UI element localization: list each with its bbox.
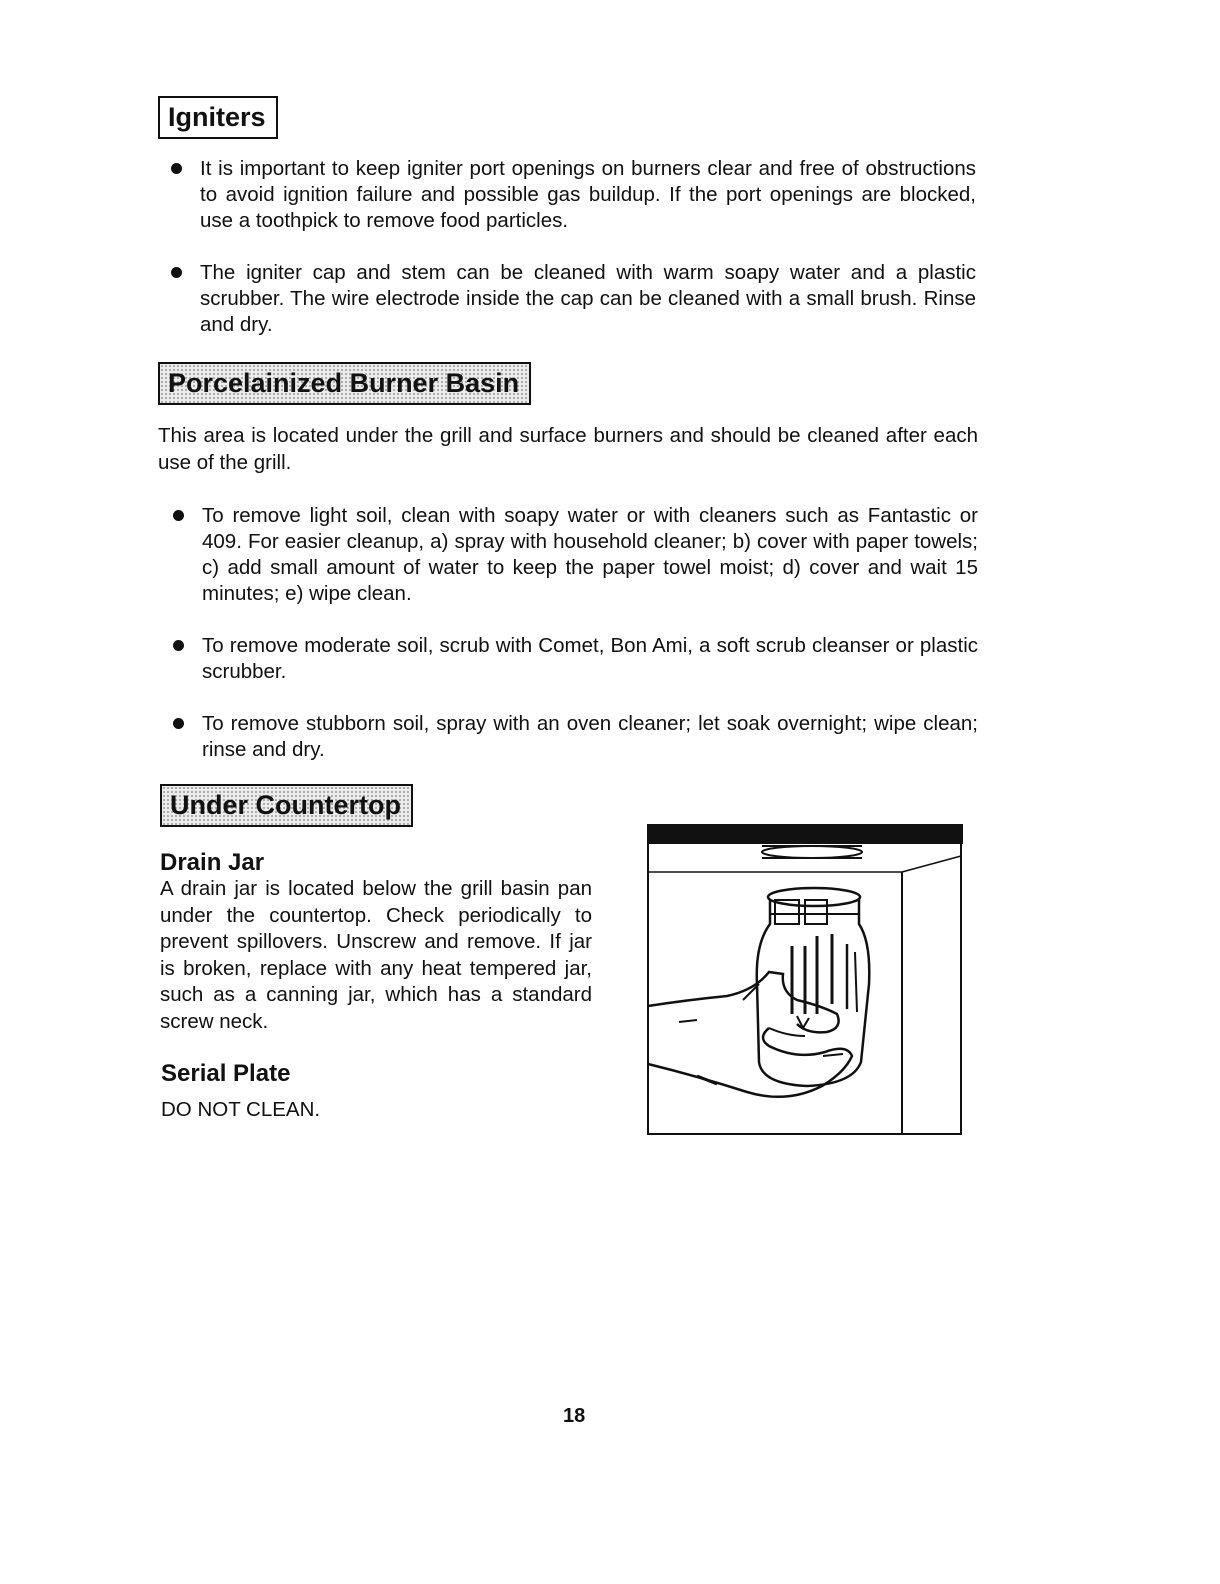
burner-basin-intro: This area is located under the grill and surface burners and should be cleaned after each use of the grill. xyxy=(158,424,978,474)
serial-plate-text: DO NOT CLEAN. xyxy=(161,1098,321,1121)
bullet-icon xyxy=(173,718,184,729)
igniters-heading: Igniters xyxy=(158,96,278,139)
bullet-icon xyxy=(171,163,182,174)
list-item xyxy=(160,711,978,763)
bullet-text: To remove moderate soil, scrub with Comet, Bon Ami, a soft scrub cleanser or plastic scrubber. xyxy=(202,634,978,683)
list-item xyxy=(158,156,976,234)
list-item xyxy=(160,503,978,607)
bullet-text: To remove light soil, clean with soapy water or with cleaners such as Fantastic or 409. For easier cleanup, a) spray with household cleaner; b) cover with paper towels; c) add small amount of water to keep the paper towel moist; d) cover and wait 15 minutes; e) wipe clean. xyxy=(202,504,978,605)
list-item xyxy=(160,633,978,685)
drain-jar-text: A drain jar is located below the grill basin pan under the countertop. Check periodically to prevent spillovers. Unscrew and remove. If jar is broken, replace with any heat tempered jar, such as a canning jar, which has a standard screw neck. xyxy=(160,877,592,1033)
bullet-text: To remove stubborn soil, spray with an oven cleaner; let soak overnight; wipe clean; rinse and dry. xyxy=(202,712,978,761)
bullet-icon xyxy=(173,510,184,521)
bullet-text: The igniter cap and stem can be cleaned with warm soapy water and a plastic scrubber. The wire electrode inside the cap can be cleaned with a small brush. Rinse and dry. xyxy=(200,261,976,336)
drain-jar-heading: Drain Jar xyxy=(160,849,265,876)
bullet-text: It is important to keep igniter port openings on burners clear and free of obstructions to avoid ignition failure and possible gas buildup. If the port openings are blocked, use a toothpick to remove food particles. xyxy=(200,157,976,232)
list-item xyxy=(158,260,976,338)
under-countertop-heading: Under Countertop xyxy=(160,784,413,827)
bullet-icon xyxy=(173,640,184,651)
burner-basin-heading: Porcelainized Burner Basin xyxy=(158,362,531,405)
drain-jar-illustration xyxy=(647,824,963,1136)
bullet-icon xyxy=(171,267,182,278)
serial-plate-heading: Serial Plate xyxy=(161,1060,291,1087)
igniters-bullet-list xyxy=(158,156,976,338)
page-number: 18 xyxy=(563,1405,586,1427)
burner-basin-bullet-list xyxy=(160,503,978,763)
